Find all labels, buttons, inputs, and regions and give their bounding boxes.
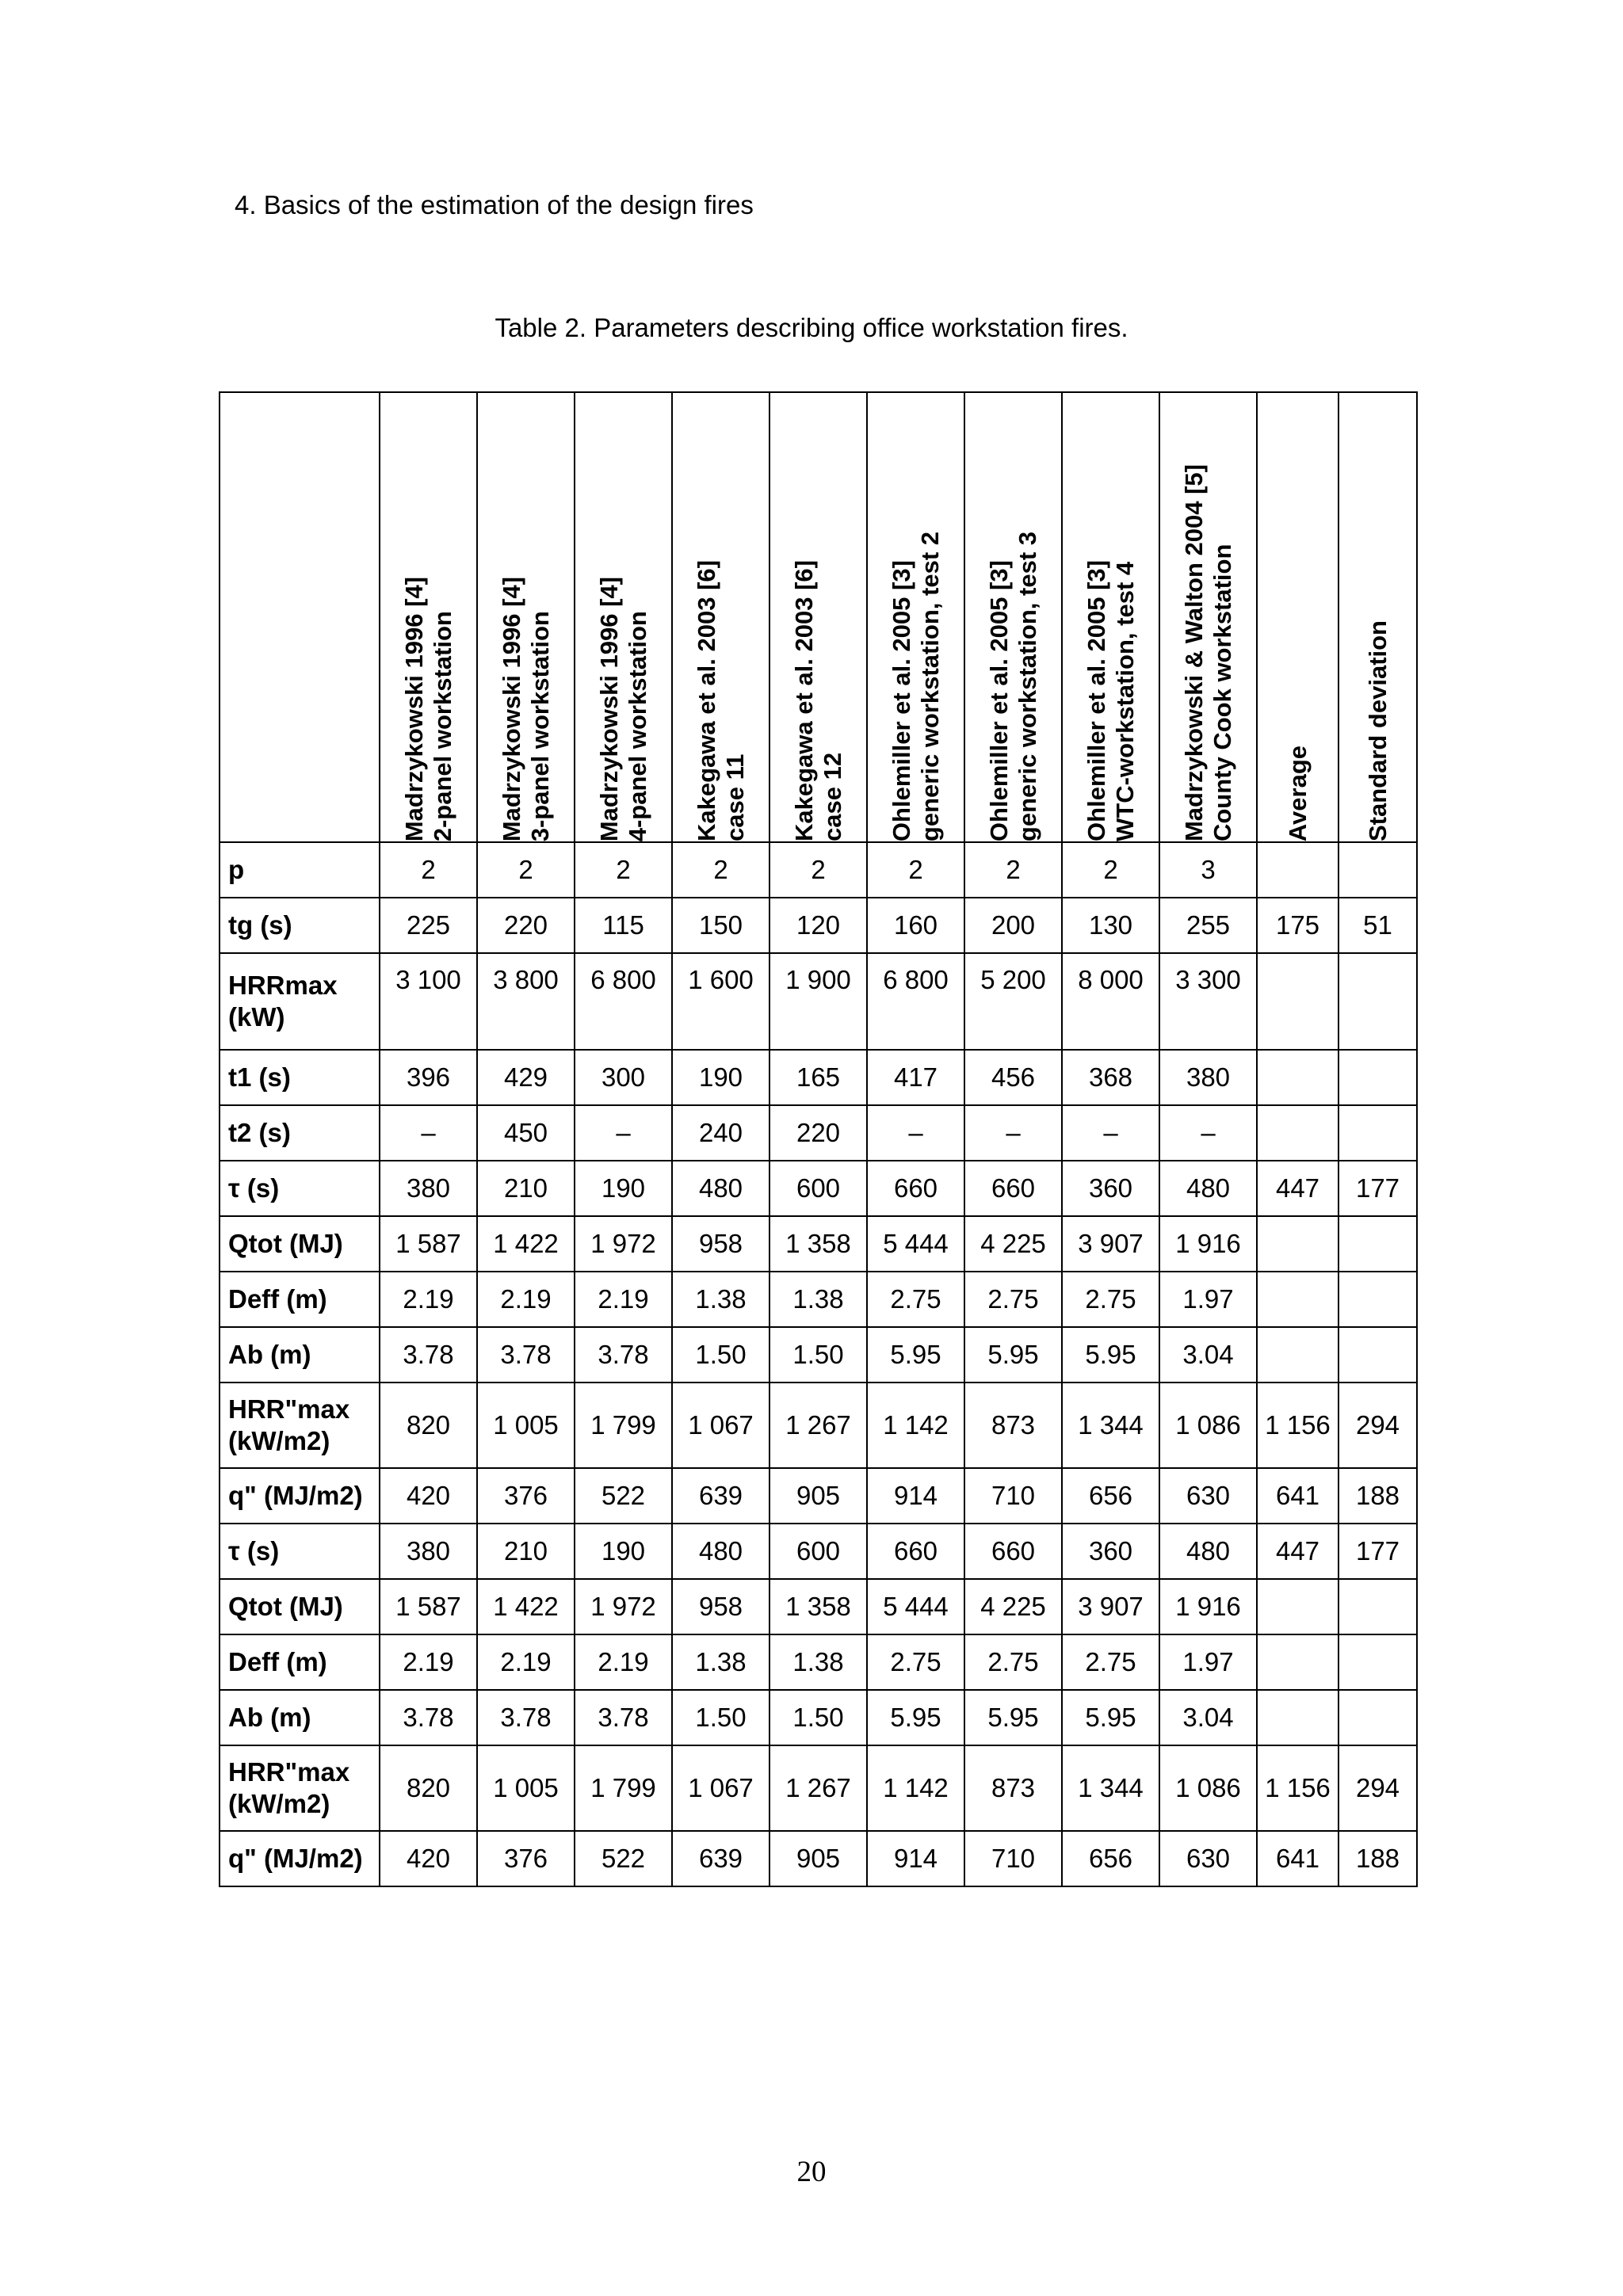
table-cell: 380 xyxy=(1159,1050,1257,1105)
table-cell: 190 xyxy=(672,1050,769,1105)
table-cell: 660 xyxy=(964,1524,1062,1579)
row-label: τ (s) xyxy=(220,1161,380,1216)
table-cell: 456 xyxy=(964,1050,1062,1105)
table-cell xyxy=(1338,1327,1417,1383)
table-cell: 188 xyxy=(1338,1831,1417,1886)
table-cell: 5.95 xyxy=(964,1327,1062,1383)
table-cell: 1 005 xyxy=(477,1383,575,1468)
table-cell: 6 800 xyxy=(575,953,672,1050)
table-cell xyxy=(1257,1327,1338,1383)
table-row xyxy=(220,1105,1417,1161)
table-cell: 1 086 xyxy=(1159,1383,1257,1468)
table-cell: 1 422 xyxy=(477,1216,575,1272)
table-cell: 820 xyxy=(380,1745,477,1831)
table-cell: 1.97 xyxy=(1159,1272,1257,1327)
table-cell: 1 600 xyxy=(672,953,769,1050)
corner-cell xyxy=(220,392,380,842)
table-cell: 115 xyxy=(575,898,672,953)
row-label: Ab (m) xyxy=(220,1690,380,1745)
table-cell xyxy=(1338,1272,1417,1327)
table-row xyxy=(220,1161,1417,1216)
table-cell: 1.38 xyxy=(769,1272,867,1327)
table-cell: 4 225 xyxy=(964,1216,1062,1272)
table-cell: 3.78 xyxy=(575,1327,672,1383)
table-cell: 2.75 xyxy=(1062,1634,1159,1690)
table-cell: 240 xyxy=(672,1105,769,1161)
table-cell: 641 xyxy=(1257,1831,1338,1886)
table-cell: 905 xyxy=(769,1468,867,1524)
table-cell: – xyxy=(964,1105,1062,1161)
table-cell xyxy=(1338,1579,1417,1634)
table-cell: 710 xyxy=(964,1468,1062,1524)
table-cell xyxy=(1257,1690,1338,1745)
table-cell xyxy=(1257,1050,1338,1105)
table-cell: 447 xyxy=(1257,1524,1338,1579)
table-cell: 429 xyxy=(477,1050,575,1105)
table-cell: 480 xyxy=(672,1524,769,1579)
table-cell: 710 xyxy=(964,1831,1062,1886)
table-cell: 2.19 xyxy=(575,1634,672,1690)
row-label: q" (MJ/m2) xyxy=(220,1468,380,1524)
table-cell: 1 422 xyxy=(477,1579,575,1634)
table-cell: 255 xyxy=(1159,898,1257,953)
table-cell: 958 xyxy=(672,1579,769,1634)
table-cell: 2.75 xyxy=(867,1272,964,1327)
table-cell: – xyxy=(575,1105,672,1161)
table-cell: 1.38 xyxy=(672,1272,769,1327)
table-cell: 1 358 xyxy=(769,1216,867,1272)
table-cell: 522 xyxy=(575,1468,672,1524)
table-cell: 1 916 xyxy=(1159,1579,1257,1634)
table-row xyxy=(220,1468,1417,1524)
table-cell: 2.75 xyxy=(964,1272,1062,1327)
table-cell: 3.78 xyxy=(380,1690,477,1745)
table-cell: 1.38 xyxy=(672,1634,769,1690)
table-cell: 639 xyxy=(672,1468,769,1524)
table-row xyxy=(220,1690,1417,1745)
table-cell: 1 005 xyxy=(477,1745,575,1831)
table-cell: 380 xyxy=(380,1161,477,1216)
table-cell: 294 xyxy=(1338,1383,1417,1468)
workstation-fires-table xyxy=(219,391,1418,1887)
table-cell: 417 xyxy=(867,1050,964,1105)
table-cell: 914 xyxy=(867,1831,964,1886)
table-cell: 2 xyxy=(964,842,1062,898)
table-cell: 1 799 xyxy=(575,1383,672,1468)
column-header: Madrzykowski 1996 [4] 3-panel workstation xyxy=(477,392,575,842)
table-cell: 2.19 xyxy=(380,1634,477,1690)
table-cell: – xyxy=(380,1105,477,1161)
table-cell: 3 100 xyxy=(380,953,477,1050)
table-cell: 1 358 xyxy=(769,1579,867,1634)
table-cell: 177 xyxy=(1338,1524,1417,1579)
table-cell: 175 xyxy=(1257,898,1338,953)
table-cell: 5.95 xyxy=(964,1690,1062,1745)
table-cell: 660 xyxy=(867,1161,964,1216)
table-cell: 2 xyxy=(769,842,867,898)
column-header: Kakegawa et al. 2003 [6] case 12 xyxy=(769,392,867,842)
table-cell: 3 xyxy=(1159,842,1257,898)
column-header: Ohlemiller et al. 2005 [3] generic workstation, test 3 xyxy=(964,392,1062,842)
table-cell xyxy=(1257,1272,1338,1327)
table-cell: 660 xyxy=(964,1161,1062,1216)
table-cell: 2 xyxy=(477,842,575,898)
table-cell: 1 142 xyxy=(867,1383,964,1468)
table-cell: 2 xyxy=(575,842,672,898)
table-row xyxy=(220,1634,1417,1690)
row-label: Deff (m) xyxy=(220,1634,380,1690)
table-cell: 2.75 xyxy=(1062,1272,1159,1327)
table-cell: 1 344 xyxy=(1062,1383,1159,1468)
table-cell: 220 xyxy=(769,1105,867,1161)
table-cell: 656 xyxy=(1062,1831,1159,1886)
table-row xyxy=(220,1524,1417,1579)
table-cell: 3 907 xyxy=(1062,1579,1159,1634)
table-cell: 160 xyxy=(867,898,964,953)
row-label: HRR"max (kW/m2) xyxy=(220,1745,380,1831)
table-cell: 1 267 xyxy=(769,1745,867,1831)
table-cell xyxy=(1338,953,1417,1050)
table-cell: 2.75 xyxy=(964,1634,1062,1690)
table-cell: 820 xyxy=(380,1383,477,1468)
table-cell: 600 xyxy=(769,1161,867,1216)
table-cell: 1 142 xyxy=(867,1745,964,1831)
column-header: Average xyxy=(1257,392,1338,842)
table-cell: 120 xyxy=(769,898,867,953)
table-cell xyxy=(1257,953,1338,1050)
table-row xyxy=(220,1216,1417,1272)
table-cell: 1.38 xyxy=(769,1634,867,1690)
table-cell: 1 156 xyxy=(1257,1383,1338,1468)
table-row xyxy=(220,1327,1417,1383)
table-cell: 368 xyxy=(1062,1050,1159,1105)
table-cell xyxy=(1338,1216,1417,1272)
table-cell: 420 xyxy=(380,1468,477,1524)
table-cell: 188 xyxy=(1338,1468,1417,1524)
table-cell: 1.50 xyxy=(769,1327,867,1383)
table-cell: 177 xyxy=(1338,1161,1417,1216)
row-label: tg (s) xyxy=(220,898,380,953)
table-cell: 3.78 xyxy=(477,1690,575,1745)
row-label: Deff (m) xyxy=(220,1272,380,1327)
table-row xyxy=(220,1579,1417,1634)
column-header: Ohlemiller et al. 2005 [3] WTC-workstation, test 4 xyxy=(1062,392,1159,842)
table-cell: 1 067 xyxy=(672,1745,769,1831)
row-label: Qtot (MJ) xyxy=(220,1579,380,1634)
table-cell: 225 xyxy=(380,898,477,953)
table-row xyxy=(220,953,1417,1050)
table-cell xyxy=(1338,1050,1417,1105)
table-cell: 2.19 xyxy=(477,1272,575,1327)
table-cell: 1 086 xyxy=(1159,1745,1257,1831)
row-label: Ab (m) xyxy=(220,1327,380,1383)
row-label: HRR"max (kW/m2) xyxy=(220,1383,380,1468)
table-cell xyxy=(1257,1105,1338,1161)
table-cell: 3 300 xyxy=(1159,953,1257,1050)
table-cell: 1.50 xyxy=(672,1690,769,1745)
table-cell: 3.04 xyxy=(1159,1327,1257,1383)
table-cell: 1.50 xyxy=(672,1327,769,1383)
table-cell: 1 344 xyxy=(1062,1745,1159,1831)
table-cell: 190 xyxy=(575,1524,672,1579)
table-cell xyxy=(1338,842,1417,898)
table-cell: 165 xyxy=(769,1050,867,1105)
table-cell xyxy=(1338,1105,1417,1161)
table-cell: 294 xyxy=(1338,1745,1417,1831)
table-cell: 2.19 xyxy=(477,1634,575,1690)
table-cell: 2 xyxy=(380,842,477,898)
table-cell: 210 xyxy=(477,1161,575,1216)
table-cell: 5.95 xyxy=(1062,1690,1159,1745)
table-cell xyxy=(1257,1579,1338,1634)
table-cell: 630 xyxy=(1159,1468,1257,1524)
table-cell: 396 xyxy=(380,1050,477,1105)
table-cell: 2.19 xyxy=(575,1272,672,1327)
table-cell: 447 xyxy=(1257,1161,1338,1216)
row-label: t1 (s) xyxy=(220,1050,380,1105)
table-cell: 2 xyxy=(867,842,964,898)
table-cell: 450 xyxy=(477,1105,575,1161)
table-cell: 5.95 xyxy=(867,1690,964,1745)
table-cell: – xyxy=(1159,1105,1257,1161)
column-header: Standard deviation xyxy=(1338,392,1417,842)
table-row xyxy=(220,1272,1417,1327)
table-cell xyxy=(1338,1690,1417,1745)
table-cell: 200 xyxy=(964,898,1062,953)
row-label: HRRmax (kW) xyxy=(220,953,380,1050)
table-cell: 873 xyxy=(964,1745,1062,1831)
table-cell: 51 xyxy=(1338,898,1417,953)
table-cell: 5.95 xyxy=(1062,1327,1159,1383)
table-cell: 5 200 xyxy=(964,953,1062,1050)
table-cell: 3 800 xyxy=(477,953,575,1050)
table-caption: Table 2. Parameters describing office workstation fires. xyxy=(495,313,1128,342)
table-cell: 630 xyxy=(1159,1831,1257,1886)
table-cell: 220 xyxy=(477,898,575,953)
table-cell: 639 xyxy=(672,1831,769,1886)
row-label: q" (MJ/m2) xyxy=(220,1831,380,1886)
table-cell: 1 587 xyxy=(380,1579,477,1634)
table-cell: 5.95 xyxy=(867,1327,964,1383)
table-cell: 3.78 xyxy=(380,1327,477,1383)
table-cell xyxy=(1257,1634,1338,1690)
table-cell: 420 xyxy=(380,1831,477,1886)
table-cell: 660 xyxy=(867,1524,964,1579)
row-label: p xyxy=(220,842,380,898)
table-cell: 210 xyxy=(477,1524,575,1579)
table-cell: 1 587 xyxy=(380,1216,477,1272)
table-cell: 1.97 xyxy=(1159,1634,1257,1690)
table-cell: 3.04 xyxy=(1159,1690,1257,1745)
row-label: t2 (s) xyxy=(220,1105,380,1161)
table-cell: 5 444 xyxy=(867,1216,964,1272)
table-cell: 873 xyxy=(964,1383,1062,1468)
table-cell: 3 907 xyxy=(1062,1216,1159,1272)
table-cell: 2 xyxy=(672,842,769,898)
table-cell: 1 067 xyxy=(672,1383,769,1468)
table-row xyxy=(220,1383,1417,1468)
table-cell: 1 900 xyxy=(769,953,867,1050)
header-row xyxy=(220,392,1417,842)
table-cell: 914 xyxy=(867,1468,964,1524)
table-cell: 480 xyxy=(672,1161,769,1216)
table-cell: 480 xyxy=(1159,1161,1257,1216)
table-cell: 1 156 xyxy=(1257,1745,1338,1831)
table-cell: 958 xyxy=(672,1216,769,1272)
table-cell: 2 xyxy=(1062,842,1159,898)
table-cell: 150 xyxy=(672,898,769,953)
page-number: 20 xyxy=(796,2156,827,2188)
table-row xyxy=(220,1050,1417,1105)
table-cell: 376 xyxy=(477,1468,575,1524)
column-header: Madrzykowski 1996 [4] 4-panel workstation xyxy=(575,392,672,842)
table-cell: 360 xyxy=(1062,1161,1159,1216)
table-cell: – xyxy=(867,1105,964,1161)
table-cell: 1 972 xyxy=(575,1579,672,1634)
table-cell: 1 916 xyxy=(1159,1216,1257,1272)
table-cell: 4 225 xyxy=(964,1579,1062,1634)
row-label: Qtot (MJ) xyxy=(220,1216,380,1272)
row-label: τ (s) xyxy=(220,1524,380,1579)
table-cell: 190 xyxy=(575,1161,672,1216)
column-header: Ohlemiller et al. 2005 [3] generic workstation, test 2 xyxy=(867,392,964,842)
table-cell: 522 xyxy=(575,1831,672,1886)
table-cell: 1.50 xyxy=(769,1690,867,1745)
table-cell: 130 xyxy=(1062,898,1159,953)
table-cell xyxy=(1257,1216,1338,1272)
table-row xyxy=(220,1745,1417,1831)
table-cell: 360 xyxy=(1062,1524,1159,1579)
table-cell: 1 972 xyxy=(575,1216,672,1272)
table-cell: 1 799 xyxy=(575,1745,672,1831)
section-heading: 4. Basics of the estimation of the design fires xyxy=(235,190,754,219)
table-cell: – xyxy=(1062,1105,1159,1161)
table-cell xyxy=(1257,842,1338,898)
table-cell: 6 800 xyxy=(867,953,964,1050)
table-cell: 8 000 xyxy=(1062,953,1159,1050)
table-cell: 3.78 xyxy=(575,1690,672,1745)
table-cell xyxy=(1338,1634,1417,1690)
table-cell: 2.75 xyxy=(867,1634,964,1690)
table-cell: 380 xyxy=(380,1524,477,1579)
table-row xyxy=(220,842,1417,898)
column-header: Madrzykowski 1996 [4] 2-panel workstation xyxy=(380,392,477,842)
table-cell: 641 xyxy=(1257,1468,1338,1524)
table-cell: 376 xyxy=(477,1831,575,1886)
table-cell: 656 xyxy=(1062,1468,1159,1524)
table-cell: 600 xyxy=(769,1524,867,1579)
table-row xyxy=(220,898,1417,953)
table-cell: 1 267 xyxy=(769,1383,867,1468)
table-cell: 905 xyxy=(769,1831,867,1886)
table-cell: 300 xyxy=(575,1050,672,1105)
column-header: Madrzykowski & Walton 2004 [5] County Cook workstation xyxy=(1159,392,1257,842)
table-cell: 5 444 xyxy=(867,1579,964,1634)
table-cell: 2.19 xyxy=(380,1272,477,1327)
column-header: Kakegawa et al. 2003 [6] case 11 xyxy=(672,392,769,842)
table-row xyxy=(220,1831,1417,1886)
table-cell: 480 xyxy=(1159,1524,1257,1579)
table-cell: 3.78 xyxy=(477,1327,575,1383)
